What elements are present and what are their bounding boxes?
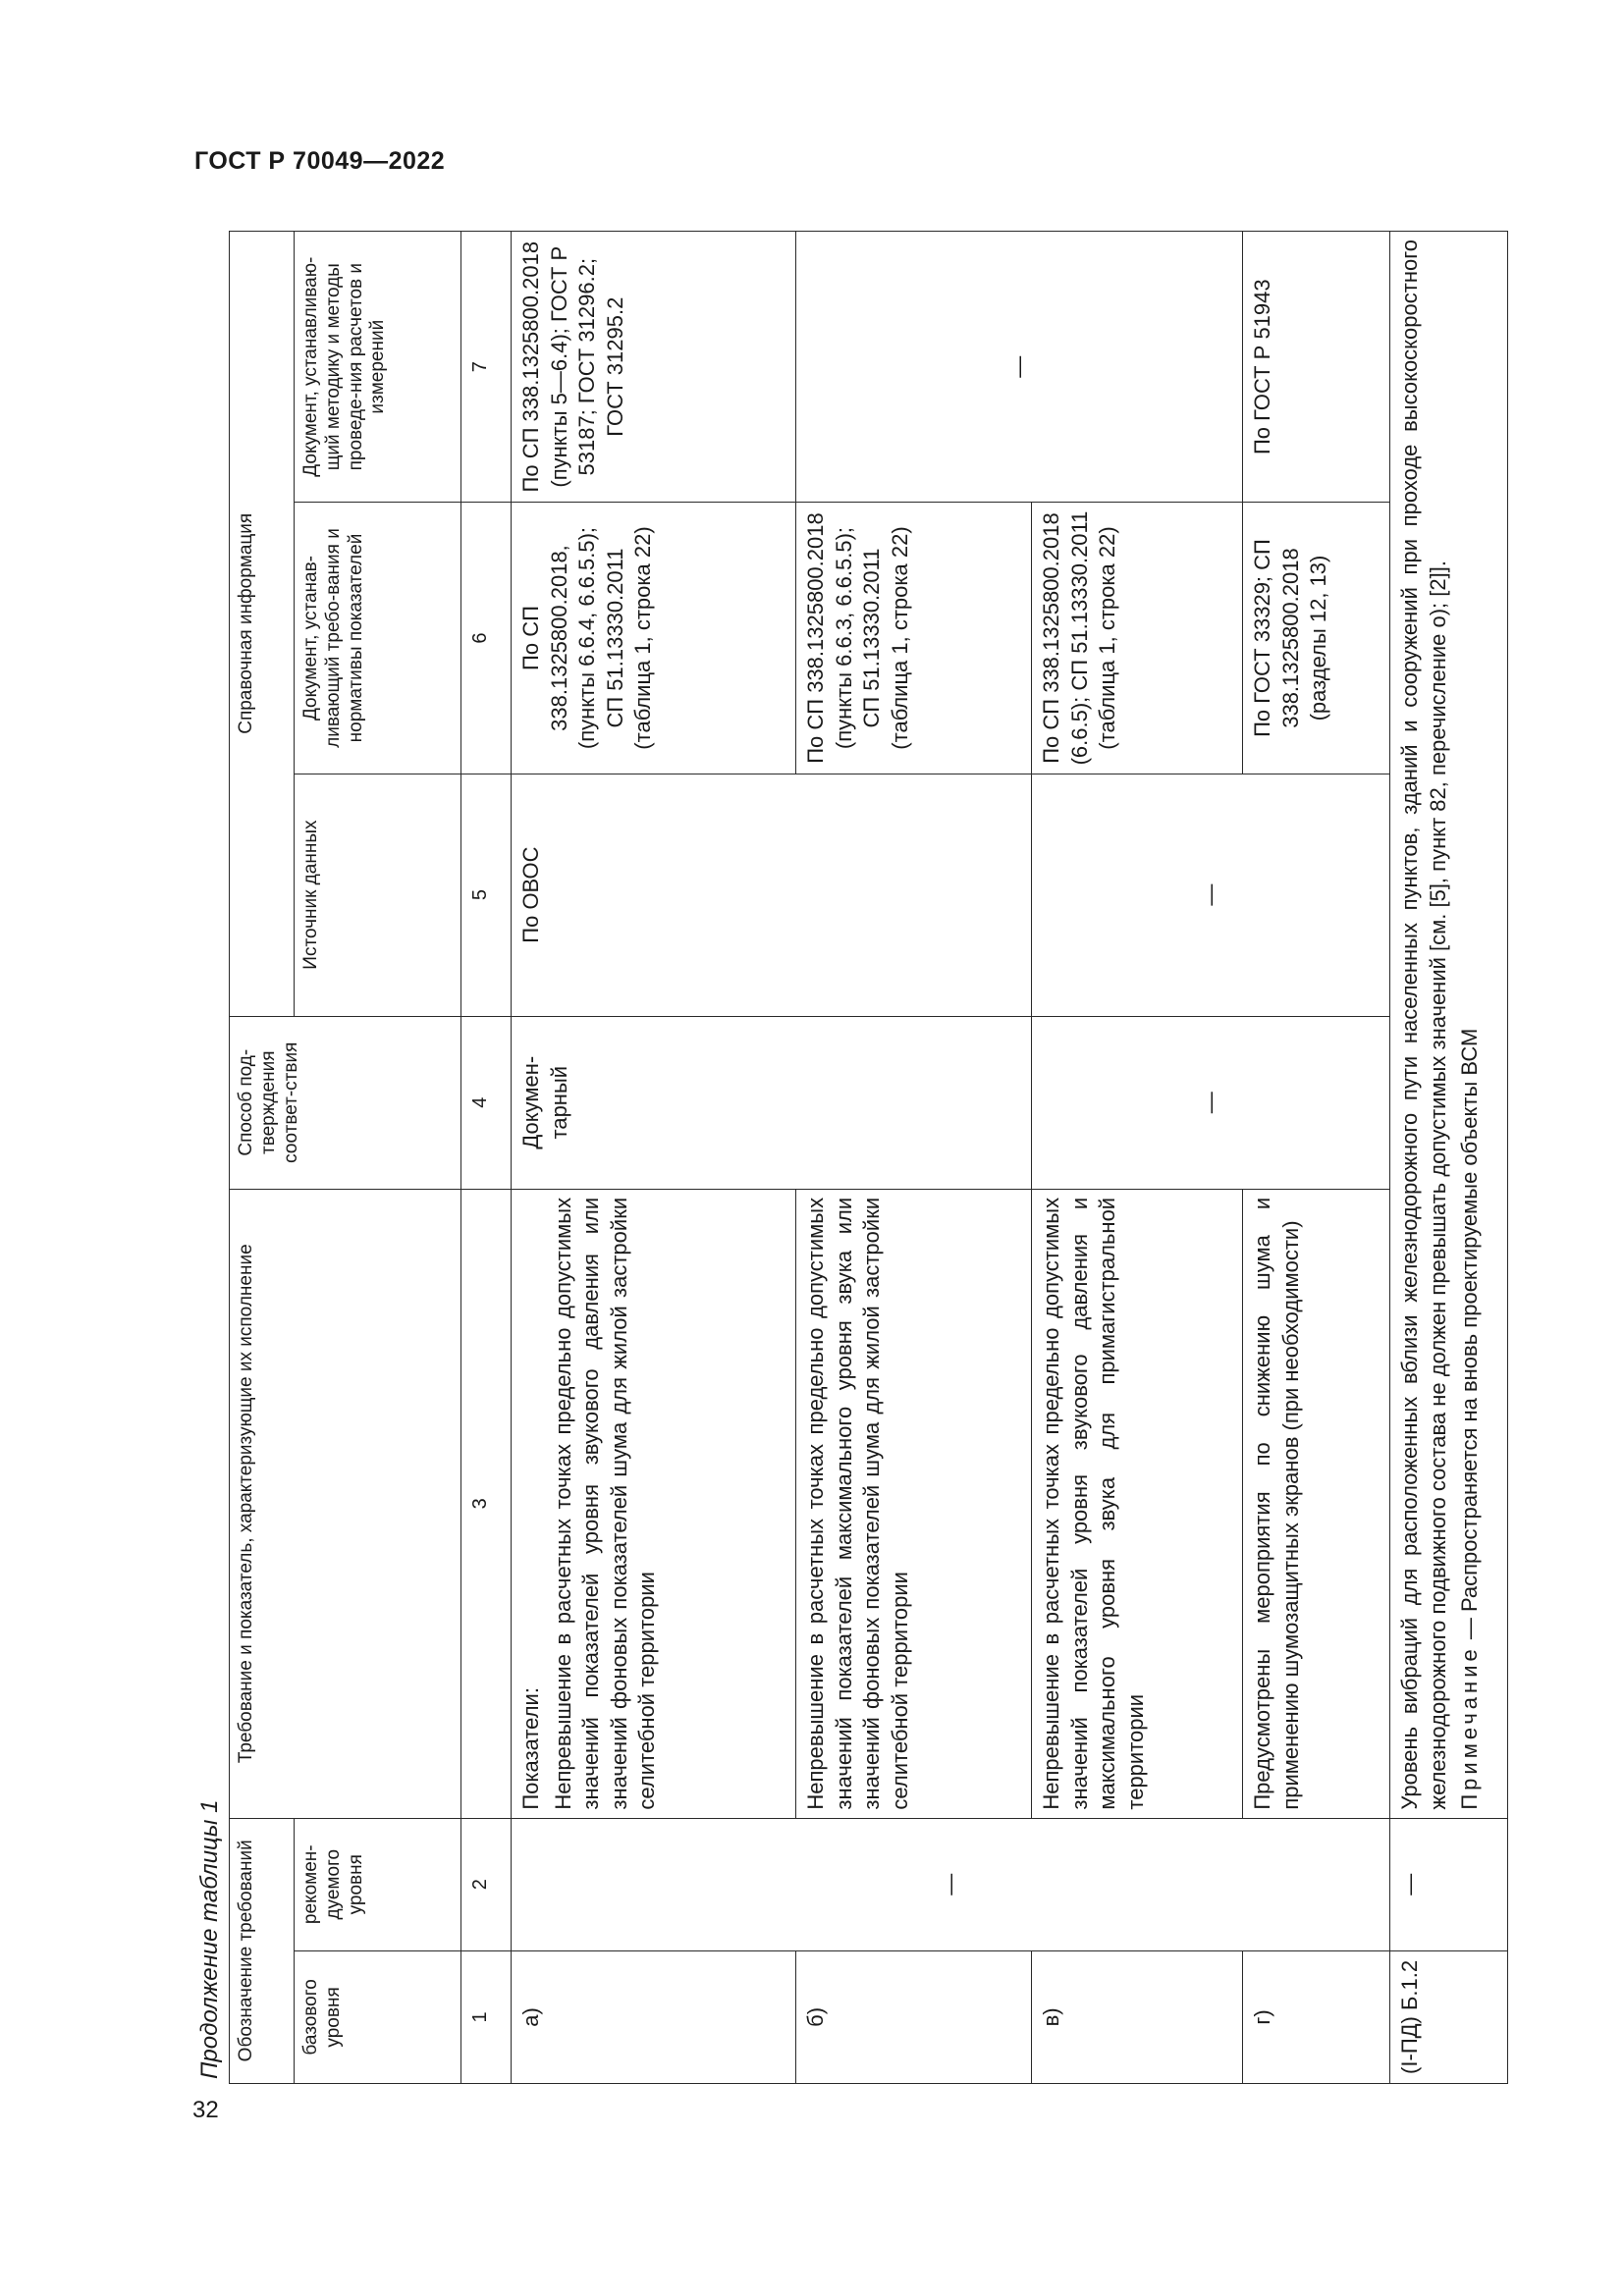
header-confirmation: Способ под-тверждения соответ-ствия [230, 1016, 461, 1189]
header-base-level: базового уровня [295, 1950, 461, 2083]
requirement-doc: По СП 338.1325800.2018 (пункты 6.6.3, 6.6.5.5); СП 51.13330.2011 (таблица 1, строка 22) [796, 503, 1032, 774]
column-number-row [461, 232, 512, 2084]
header-reference: Справочная информация [230, 232, 295, 1017]
requirement-text: Непревышение в расчетных точках предельно допустимых значений показателей уровня звукового давления или значений фоновых показателей шума для жилой застройки селитебной территории [550, 1197, 660, 1810]
table-caption: Продолжение таблицы 1 [196, 1799, 223, 2079]
vibration-requirement-cell [1390, 232, 1508, 1819]
requirement-text: Непревышение в расчетных точках предельно допустимых значений показателей уровня звукового давления и максимального уровня звука для примагистральной территории [1032, 1189, 1243, 1818]
row-id: б) [796, 1950, 1032, 2083]
note-text: — Распространяется на вновь проектируемые объекты ВСМ [1457, 1028, 1483, 1646]
column-number: 2 [461, 1818, 512, 1950]
header-recommended-level: рекомен-дуемого уровня [295, 1818, 461, 1950]
indicators-intro: Показатели: [518, 1687, 543, 1810]
column-number: 4 [461, 1016, 512, 1189]
rotated-table-container [229, 231, 1495, 2084]
requirement-doc: По СП 338.1325800.2018 (6.6.5); СП 51.13330.2011 (таблица 1, строка 22) [1032, 503, 1243, 774]
method-doc: По ГОСТ Р 51943 [1243, 232, 1390, 503]
row-id: (I-ПД) Б.1.2 [1390, 1950, 1508, 2083]
data-source: — [1032, 774, 1390, 1016]
header-data-source: Источник данных [295, 774, 461, 1016]
note [1456, 240, 1485, 1810]
recommended-level-dash: — [512, 1818, 1390, 1950]
row-id: а) [512, 1950, 796, 2083]
header-requirement: Требование и показатель, характеризующие их исполнение [230, 1189, 461, 1818]
method-doc: — [796, 232, 1243, 503]
requirement-doc: По ГОСТ 33329; СП 338.1325800.2018 (разделы 12, 13) [1243, 503, 1390, 774]
row-id: г) [1243, 1950, 1390, 2083]
header-designation: Обозначение требований [230, 1818, 295, 2083]
table-row [1390, 232, 1508, 2084]
confirmation-method: Докумен-тарный [512, 1016, 1032, 1189]
column-number: 6 [461, 503, 512, 774]
note-label: Примечание [1457, 1645, 1483, 1810]
requirement-cell [512, 1189, 796, 1818]
data-source: По ОВОС [512, 774, 1032, 1016]
column-number: 7 [461, 232, 512, 503]
document-header: ГОСТ Р 70049—2022 [194, 147, 446, 175]
requirement-text: Предусмотрены мероприятия по снижению шума и применению шумозащитных экранов (при необходимости) [1243, 1189, 1390, 1818]
requirement-doc: По СП 338.1325800.2018, (пункты 6.6.4, 6.6.5.5); СП 51.13330.2011 (таблица 1, строка 22) [512, 503, 796, 774]
table-row [512, 232, 796, 2084]
table-row [1032, 232, 1243, 2084]
column-number: 3 [461, 1189, 512, 1818]
column-number: 1 [461, 1950, 512, 2083]
page-number: 32 [192, 2097, 219, 2123]
recommended-level-dash: — [1390, 1818, 1508, 1950]
requirements-table [229, 231, 1508, 2084]
method-doc: По СП 338.1325800.2018 (пункты 5—6.4); ГОСТ Р 53187; ГОСТ 31296.2; ГОСТ 31295.2 [512, 232, 796, 503]
column-number: 5 [461, 774, 512, 1016]
vibration-requirement-text: Уровень вибраций для расположенных вблизи железнодорожного пути населенных пунктов, зданий и сооружений при проходе высокоскоростного железнодорожного подвижного состава не должен превышать допустимых значений [см. [5], пункт 82, перечисление о); [2]]. [1397, 240, 1450, 1810]
header-requirement-doc: Документ, устанав-ливающий требо-вания и нормативы показателей [295, 503, 461, 774]
confirmation-method: — [1032, 1016, 1390, 1189]
row-id: в) [1032, 1950, 1243, 2083]
header-method-doc: Документ, устанавливаю-щий методику и методы проведе-ния расчетов и измерений [295, 232, 461, 503]
requirement-text: Непревышение в расчетных точках предельно допустимых значений показателей максимального уровня звука или значений фоновых показателей шума для жилой застройки селитебной территории [796, 1189, 1032, 1818]
